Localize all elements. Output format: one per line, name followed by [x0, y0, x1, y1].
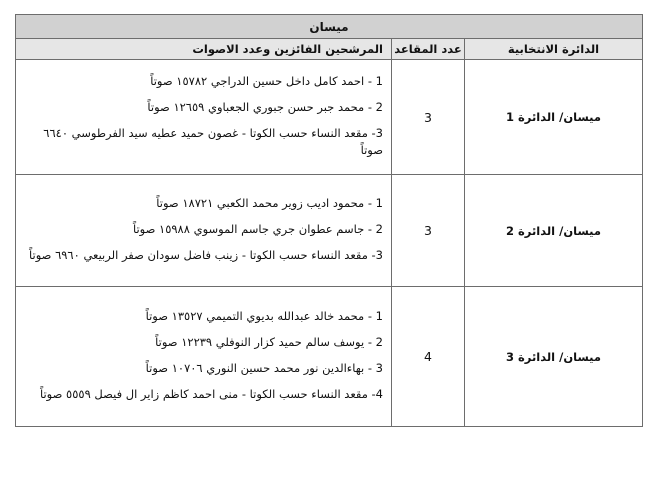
- candidate-entry: 1 - محمود اديب زوير محمد الكعبي ١٨٧٢١ صوتاً: [156, 196, 383, 210]
- district-cell: ميسان/ الدائرة 1: [465, 60, 643, 175]
- candidates-cell: [15, 60, 391, 175]
- table-header-row: [15, 39, 642, 60]
- candidate-entry: 3 - بهاءالدين نور محمد حسين النوري ١٠٧٠٦ صوتاً: [145, 361, 383, 375]
- table-row: [15, 287, 642, 427]
- results-document: [16, 14, 643, 427]
- candidate-entry: 3- مقعد النساء حسب الكوتا - زينب فاضل سودان صفر الربيعي ٦٩٦٠ صوتاً: [29, 248, 383, 262]
- seats-cell: 4: [392, 287, 465, 427]
- candidate-entry: 2 - جاسم عطوان جري جاسم الموسوي ١٥٩٨٨ صوتاً: [132, 222, 383, 236]
- district-cell: ميسان/ الدائرة 2: [465, 175, 643, 287]
- table-title: ميسان: [15, 15, 642, 39]
- candidate-entry: 4- مقعد النساء حسب الكوتا - منى احمد كاظم زاير ال فيصل ٥٥٥٩ صوتاً: [39, 387, 383, 401]
- district-cell: ميسان/ الدائرة 3: [465, 287, 643, 427]
- candidates-cell: [15, 175, 391, 287]
- candidate-entry: 2 - يوسف سالم حميد كزار النوفلي ١٢٢٣٩ صوتاً: [155, 335, 383, 349]
- table-row: [15, 60, 642, 175]
- candidate-entry: 2 - محمد جبر حسن جبوري الجعباوي ١٢٦٥٩ صوتاً: [147, 100, 383, 114]
- candidate-entry: 3- مقعد النساء حسب الكوتا - غصون حميد عطيه سيد الفرطوسي ٦٦٤٠ صوتاً: [43, 126, 383, 157]
- candidate-entry: 1 - احمد كامل داخل حسين الدراجي ١٥٧٨٢ صوتاً: [150, 74, 383, 88]
- header-seats: عدد المقاعد: [392, 39, 465, 60]
- seats-cell: 3: [392, 60, 465, 175]
- candidate-entry: 1 - محمد خالد عبدالله بديوي التميمي ١٣٥٢٧ صوتاً: [145, 309, 383, 323]
- header-candidates: المرشحين الفائزين وعدد الاصوات: [15, 39, 391, 60]
- table-row: [15, 175, 642, 287]
- table-title-row: [15, 15, 642, 39]
- candidates-cell: [15, 287, 391, 427]
- header-district: الدائرة الانتخابية: [465, 39, 643, 60]
- seats-cell: 3: [392, 175, 465, 287]
- results-table: [15, 14, 643, 427]
